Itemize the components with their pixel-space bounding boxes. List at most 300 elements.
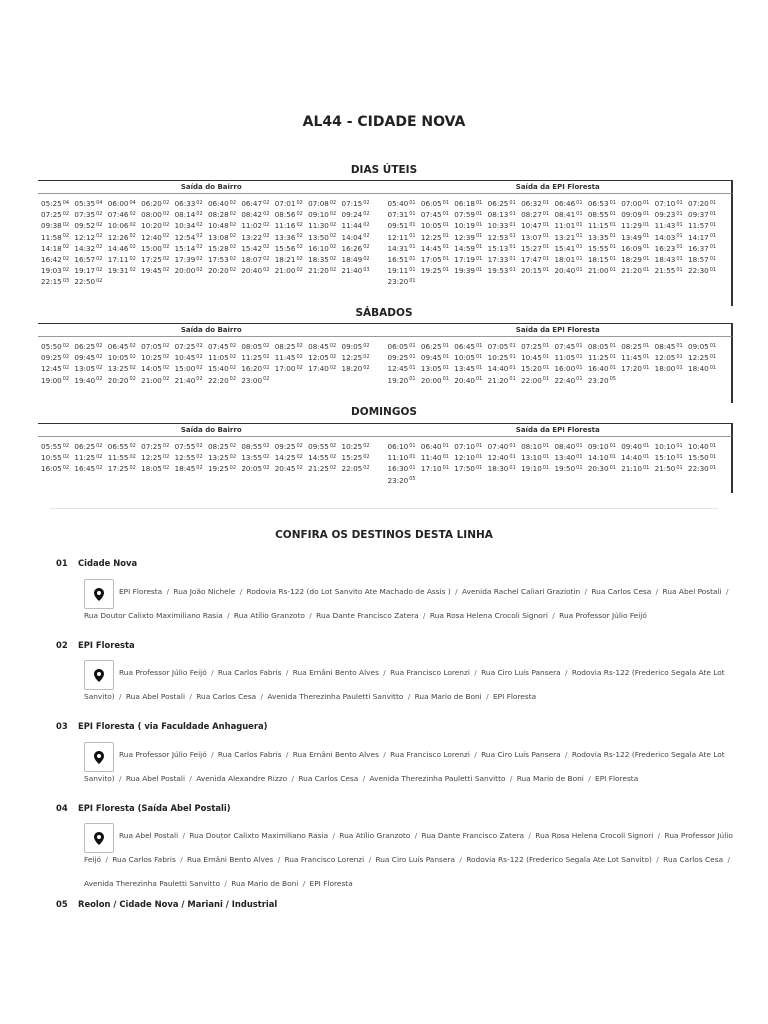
route-code: 02 (129, 376, 136, 383)
departure-time (621, 364, 649, 373)
departure-time (421, 364, 449, 373)
stop-separator: / (177, 855, 186, 864)
departure-time (421, 255, 449, 264)
departure-time (342, 342, 370, 351)
stop-separator: / (653, 855, 662, 864)
route-code: 01 (676, 464, 683, 471)
time-value: 21:40 (174, 375, 196, 385)
route-code: 02 (363, 255, 370, 262)
time-value: 07:55 (174, 442, 196, 451)
time-value: 12:26 (107, 232, 129, 242)
stop-name: EPI Floresta (309, 879, 353, 888)
route-code: 01 (509, 244, 516, 251)
route-code: 01 (476, 233, 483, 240)
departure-time (554, 244, 582, 253)
section-title-saturdays: SÁBADOS (355, 307, 413, 319)
departure-time (74, 364, 102, 373)
departure-time (454, 233, 482, 242)
route-code: 01 (442, 233, 449, 240)
departure-time (688, 244, 716, 253)
time-value: 11:57 (688, 221, 709, 231)
time-value: 15:27 (521, 243, 542, 253)
route-code: 01 (442, 364, 449, 371)
route-code: 05 (409, 476, 416, 483)
departure-time (521, 353, 549, 362)
time-value: 06:25 (420, 342, 442, 351)
departure-time (388, 364, 416, 373)
route-code: 03 (363, 266, 370, 273)
departure-time (342, 255, 370, 264)
departure-time (688, 233, 716, 242)
route-code: 01 (576, 442, 583, 449)
departure-time (488, 221, 516, 230)
time-value: 08:13 (487, 210, 509, 220)
departure-time (621, 342, 649, 351)
time-value: 22:15 (41, 277, 62, 287)
time-value: 11:45 (274, 353, 296, 363)
route-code: 01 (476, 353, 483, 360)
stop-separator: / (275, 855, 283, 864)
route-code: 02 (196, 453, 203, 460)
departure-time (275, 221, 303, 230)
time-value: 07:10 (654, 199, 676, 208)
time-value: 07:25 (521, 342, 542, 351)
route-code: 01 (409, 342, 416, 349)
stop-separator: / (224, 611, 232, 620)
destination-name: EPI Floresta (Saída Abel Postali) (78, 803, 231, 813)
stop-name: Rua Doutor Calixto Maximiliano Rasia (189, 831, 329, 840)
route-code: 02 (162, 266, 170, 273)
times-left (38, 337, 385, 403)
departure-time (388, 476, 416, 485)
departure-time (175, 464, 203, 473)
time-value: 06:00 (107, 199, 129, 208)
time-value: 15:00 (141, 243, 162, 253)
departure-time (241, 199, 269, 208)
time-value: 13:05 (74, 364, 96, 374)
departure-time (241, 244, 269, 253)
time-value: 19:25 (420, 266, 442, 276)
route-code: 02 (296, 199, 303, 206)
route-code: 01 (509, 464, 516, 471)
departure-time (342, 221, 370, 230)
departure-time (554, 353, 582, 362)
destination-heading[interactable] (56, 803, 231, 813)
time-value: 13:25 (207, 453, 229, 463)
time-value: 14:03 (654, 232, 676, 242)
time-value: 10:06 (107, 221, 129, 231)
departure-time (621, 244, 649, 253)
time-value: 13:22 (241, 232, 263, 242)
route-code: 02 (62, 221, 70, 228)
departure-time (141, 266, 169, 275)
time-value: 08:25 (621, 342, 642, 351)
time-value: 06:20 (141, 199, 162, 208)
time-value: 19:11 (387, 266, 409, 276)
route-code: 01 (609, 353, 616, 360)
stop-separator: / (116, 692, 124, 701)
destination-heading[interactable] (56, 640, 135, 650)
time-value: 07:05 (141, 342, 162, 351)
route-code: 02 (62, 244, 70, 251)
stop-name: Rua Francisco Lorenzi (284, 855, 365, 864)
route-code: 01 (476, 221, 483, 228)
departure-time (388, 353, 416, 362)
time-value: 13:21 (554, 232, 576, 242)
departure-time (74, 453, 102, 462)
time-value: 17:11 (107, 255, 129, 265)
departure-time (588, 464, 616, 473)
route-code: 02 (62, 353, 70, 360)
destination-name: Reolon / Cidade Nova / Mariani / Industrial (78, 899, 278, 909)
stop-separator: / (187, 774, 195, 783)
route-code: 02 (162, 464, 170, 471)
route-code: 02 (62, 364, 70, 371)
departure-time (454, 364, 482, 373)
departure-time (108, 353, 136, 362)
route-code: 02 (363, 342, 370, 349)
route-code: 02 (229, 464, 237, 471)
departure-time (554, 364, 582, 373)
departure-time (108, 255, 136, 264)
departure-time (588, 199, 616, 208)
route-code: 01 (542, 442, 550, 449)
route-code: 01 (409, 453, 416, 460)
route-code: 02 (263, 244, 270, 251)
time-value: 06:45 (454, 342, 475, 351)
departure-time (342, 244, 370, 253)
departure-time (175, 255, 203, 264)
route-code: 01 (409, 233, 416, 240)
route-code: 02 (329, 210, 337, 217)
departure-time (308, 210, 336, 219)
departure-time (41, 442, 69, 451)
departure-time (488, 442, 516, 451)
stop-separator: / (507, 774, 515, 783)
departure-time (521, 255, 549, 264)
destination-heading[interactable] (56, 721, 267, 731)
route-code: 01 (442, 464, 449, 471)
stop-name: Rua Ernâni Bento Alves (292, 668, 379, 677)
time-value: 11:10 (387, 453, 409, 463)
route-code: 01 (576, 453, 583, 460)
departure-time (488, 353, 516, 362)
departure-time (688, 255, 716, 264)
time-value: 10:20 (141, 221, 162, 231)
departure-time (241, 376, 269, 385)
stop-name: Rua Atílio Granzoto (233, 611, 305, 620)
departure-time (388, 221, 416, 230)
route-code: 01 (676, 233, 683, 240)
table-header (38, 323, 733, 337)
departure-time (655, 442, 683, 451)
stop-separator: / (549, 611, 558, 620)
route-code: 02 (229, 453, 237, 460)
departure-time (308, 233, 336, 242)
time-value: 06:25 (74, 342, 96, 351)
route-code: 01 (676, 244, 683, 251)
column-header-left: Saída do Bairro (180, 326, 242, 334)
departure-time (275, 233, 303, 242)
departure-time (454, 199, 482, 208)
route-code: 02 (296, 210, 303, 217)
departure-time (275, 453, 303, 462)
stop-separator: / (471, 668, 480, 677)
departure-time (554, 221, 582, 230)
departure-time (388, 244, 416, 253)
departure-time (655, 233, 683, 242)
departure-time (655, 244, 683, 253)
departure-time (588, 376, 616, 385)
time-value: 10:40 (688, 442, 709, 451)
time-value: 12:53 (487, 232, 509, 242)
route-code: 02 (162, 199, 170, 206)
stop-separator: / (237, 587, 245, 596)
departure-time (554, 266, 582, 275)
route-stops (84, 743, 736, 791)
route-code: 01 (609, 255, 616, 262)
time-value: 20:05 (241, 464, 263, 474)
time-value: 08:10 (521, 442, 542, 451)
time-value: 19:39 (454, 266, 475, 276)
departure-time (588, 244, 616, 253)
route-code: 02 (263, 464, 270, 471)
departure-time (488, 210, 516, 219)
route-code: 01 (709, 442, 717, 449)
departure-time (588, 442, 616, 451)
time-value: 16:51 (387, 255, 409, 265)
time-value: 11:05 (554, 353, 576, 363)
departure-time (241, 266, 269, 275)
departure-time (621, 353, 649, 362)
stop-separator: / (180, 831, 188, 840)
time-value: 08:55 (241, 442, 263, 451)
route-code: 01 (509, 342, 516, 349)
destination-heading[interactable] (56, 899, 277, 909)
route-code: 02 (62, 210, 70, 217)
departure-time (41, 277, 69, 286)
route-code: 02 (229, 364, 237, 371)
stop-name: Rua Dante Francisco Zatera (421, 831, 525, 840)
departure-time (175, 376, 203, 385)
departure-time (241, 221, 269, 230)
time-value: 16:09 (621, 243, 642, 253)
route-code: 02 (96, 364, 103, 371)
time-value: 07:35 (74, 210, 96, 220)
route-code: 02 (229, 376, 237, 383)
time-value: 12:10 (454, 453, 475, 463)
route-code: 02 (196, 199, 203, 206)
departure-time (421, 244, 449, 253)
time-value: 13:55 (241, 453, 263, 463)
stop-separator: / (360, 774, 368, 783)
route-code: 01 (542, 342, 550, 349)
route-code: 01 (576, 376, 583, 383)
time-value: 06:40 (207, 199, 229, 208)
time-value: 09:51 (387, 221, 409, 231)
departure-time (688, 353, 716, 362)
stop-name: Rua Carlos Fabris (112, 855, 176, 864)
stop-name: Rua Abel Postali (119, 831, 179, 840)
departure-time (621, 199, 649, 208)
route-code: 02 (263, 353, 270, 360)
departure-time (208, 244, 236, 253)
route-code: 02 (263, 376, 270, 383)
departure-time (421, 210, 449, 219)
route-code: 04 (129, 199, 136, 206)
time-value: 19:00 (41, 375, 62, 385)
departure-time (488, 453, 516, 462)
departure-time (108, 233, 136, 242)
departure-time (554, 199, 582, 208)
time-value: 11:15 (587, 221, 609, 231)
time-value: 21:20 (487, 375, 509, 385)
departure-time (108, 464, 136, 473)
route-code: 01 (576, 244, 583, 251)
destination-number: 01 (56, 558, 68, 568)
route-code: 02 (363, 353, 370, 360)
time-value: 18:07 (241, 255, 263, 265)
route-code: 02 (96, 210, 103, 217)
route-code: 01 (409, 376, 416, 383)
route-code: 02 (363, 453, 370, 460)
route-code: 02 (296, 255, 303, 262)
departure-time (74, 221, 102, 230)
route-code: 02 (263, 199, 270, 206)
stop-separator: / (208, 750, 216, 759)
route-code: 02 (363, 233, 370, 240)
route-code: 01 (409, 244, 416, 251)
departure-time (308, 255, 336, 264)
departure-time (421, 266, 449, 275)
route-code: 01 (542, 464, 550, 471)
route-code: 02 (329, 464, 337, 471)
destination-heading[interactable] (56, 558, 137, 568)
departure-time (41, 199, 69, 208)
stop-name: Rua Doutor Calixto Maximiliano Rasia (84, 611, 223, 620)
departure-time (621, 233, 649, 242)
stop-name: Rua Professor Júlio Feijó (119, 750, 207, 759)
route-code: 01 (576, 266, 583, 273)
departure-time (655, 199, 683, 208)
route-code: 01 (576, 353, 583, 360)
route-code: 01 (476, 244, 483, 251)
time-value: 11:40 (420, 453, 442, 463)
time-value: 05:35 (74, 199, 96, 208)
departure-time (74, 464, 102, 473)
time-value: 16:42 (41, 255, 62, 265)
time-value: 21:55 (654, 266, 676, 276)
stop-separator: / (164, 587, 172, 596)
route-code: 01 (542, 244, 550, 251)
route-code: 01 (642, 233, 650, 240)
stop-name: Rodovia Rs-122 (Frederico Segala Ate Lot Sanvito) (84, 668, 725, 701)
time-value: 19:31 (107, 266, 129, 276)
time-value: 06:18 (454, 199, 475, 208)
time-value: 09:25 (387, 353, 409, 363)
time-value: 11:58 (41, 232, 62, 242)
time-value: 17:53 (207, 255, 229, 265)
departure-time (521, 233, 549, 242)
time-value: 13:10 (521, 453, 542, 463)
route-code: 02 (263, 266, 270, 273)
departure-time (688, 210, 716, 219)
time-value: 11:44 (341, 221, 363, 231)
time-value: 16:40 (587, 364, 609, 374)
departure-time (454, 353, 482, 362)
route-code: 01 (709, 210, 717, 217)
time-value: 09:55 (308, 442, 329, 451)
time-value: 07:25 (141, 442, 162, 451)
route-code: 02 (263, 342, 270, 349)
route-code: 02 (296, 342, 303, 349)
stop-name: Rua Carlos Cesa (591, 587, 652, 596)
time-value: 12:25 (688, 353, 709, 363)
departure-time (208, 266, 236, 275)
time-value: 15:42 (241, 243, 263, 253)
time-value: 21:10 (621, 464, 642, 474)
time-value: 17:19 (454, 255, 475, 265)
route-code: 02 (162, 255, 170, 262)
departure-time (275, 199, 303, 208)
departure-time (421, 221, 449, 230)
route-code: 01 (676, 210, 683, 217)
departure-time (275, 210, 303, 219)
departure-time (175, 221, 203, 230)
time-value: 07:05 (487, 342, 509, 351)
time-value: 12:25 (341, 353, 363, 363)
departure-time (342, 353, 370, 362)
stop-separator: / (221, 879, 230, 888)
stop-separator: / (420, 611, 428, 620)
route-code: 02 (96, 442, 103, 449)
route-code: 02 (329, 199, 337, 206)
route-code: 01 (409, 255, 416, 262)
route-code: 01 (542, 353, 550, 360)
time-value: 19:20 (387, 375, 409, 385)
route-code: 01 (409, 277, 416, 284)
route-code: 01 (709, 364, 717, 371)
route-code: 01 (676, 364, 683, 371)
stop-separator: / (103, 855, 111, 864)
time-value: 12:25 (141, 453, 162, 463)
departure-time (141, 453, 169, 462)
stop-separator: / (452, 587, 460, 596)
departure-time (208, 221, 236, 230)
departure-time (342, 442, 370, 451)
departure-time (175, 442, 203, 451)
route-code: 02 (196, 244, 203, 251)
route-code: 02 (62, 464, 70, 471)
time-value: 06:32 (521, 199, 542, 208)
route-code: 02 (229, 442, 237, 449)
route-code: 01 (676, 221, 683, 228)
departure-time (208, 464, 236, 473)
time-value: 09:52 (74, 221, 96, 231)
time-value: 10:45 (521, 353, 542, 363)
route-code: 01 (642, 442, 650, 449)
time-value: 16:05 (41, 464, 62, 474)
time-value: 10:05 (454, 353, 475, 363)
route-code: 02 (62, 453, 70, 460)
departure-time (421, 199, 449, 208)
time-value: 19:50 (554, 464, 576, 474)
time-value: 19:17 (74, 266, 96, 276)
departure-time (621, 210, 649, 219)
route-code: 02 (229, 353, 237, 360)
time-value: 17:39 (174, 255, 196, 265)
destinations-title: CONFIRA OS DESTINOS DESTA LINHA (275, 529, 493, 541)
